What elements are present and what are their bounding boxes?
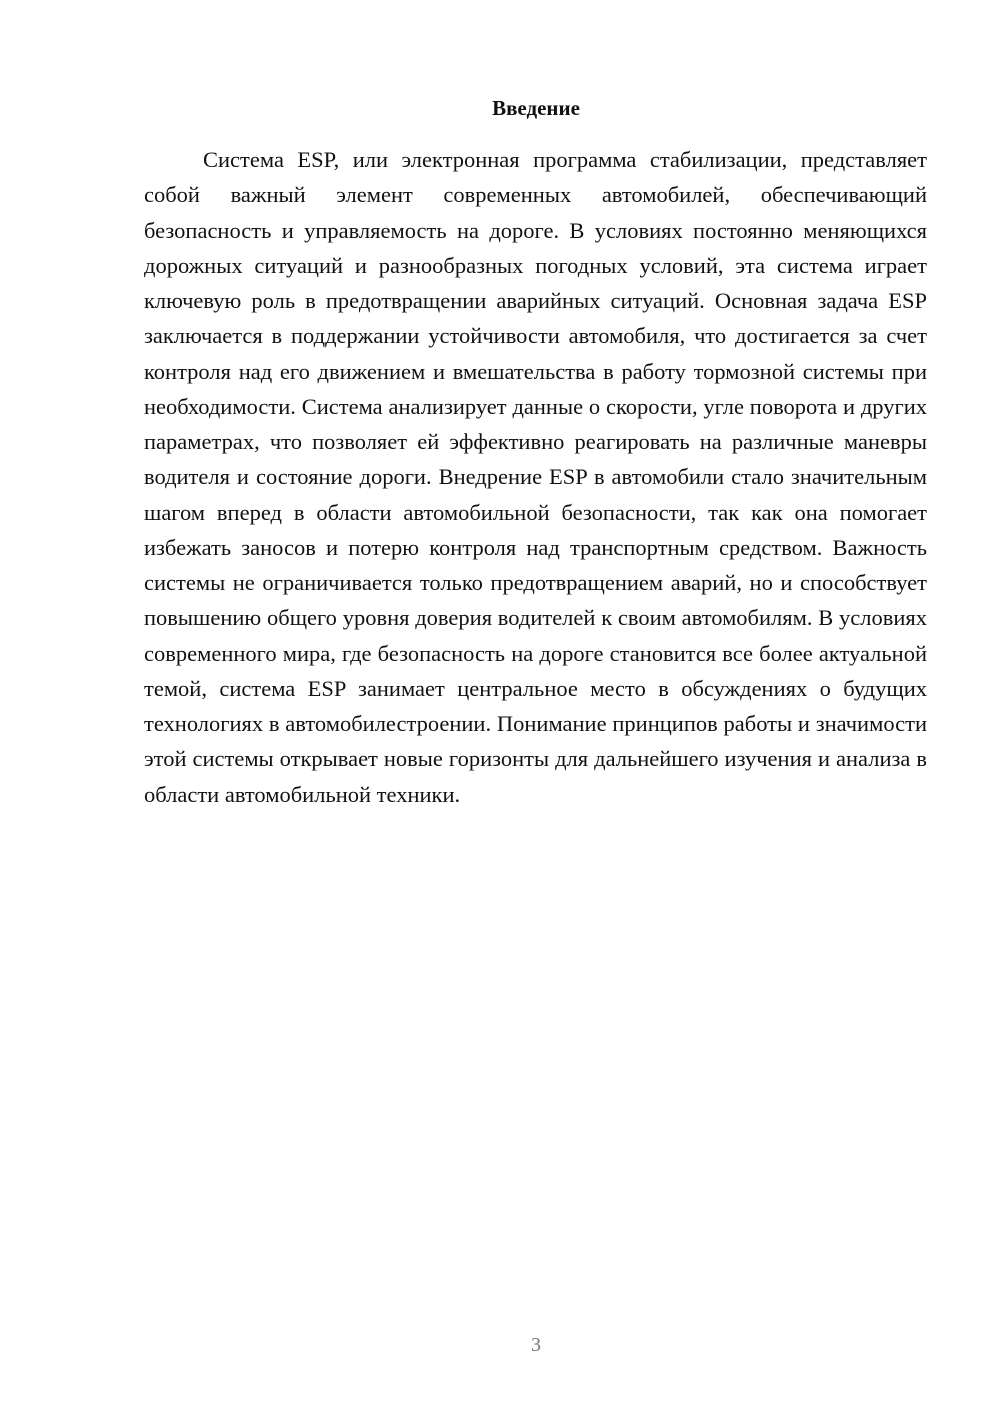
- page-number: 3: [531, 1334, 541, 1356]
- section-heading: Введение: [492, 96, 580, 120]
- body-paragraph: Система ESP, или электронная программа стабилизации, представляет собой важный элемент современных автомобилей, обеспечивающий безопасность и управляемость на дороге. В условиях постоянно меняющихся дорожных ситуаций и разнообразных погодных условий, эта система играет ключевую роль в предотвращении аварийных ситуаций. Основная задача ESP заключается в поддержании устойчивости автомобиля, что достигается за счет контроля над его движением и вмешательства в работу тормозной системы при необходимости. Система анализирует данные о скорости, угле поворота и других параметрах, что позволяет ей эффективно реагировать на различные маневры водителя и состояние дороги. Внедрение ESP в автомобили стало значительным шагом вперед в области автомобильной безопасности, так как она помогает избежать заносов и потерю контроля над транспортным средством. Важность системы не ограничивается только предотвращением аварий, но и способствует повышению общего уровня доверия водителей к своим автомобилям. В условиях современного мира, где безопасность на дороге становится все более актуальной темой, система ESP занимает центральное место в обсуждениях о будущих технологиях в автомобилестроении. Понимание принципов работы и значимости этой системы открывает новые горизонты для дальнейшего изучения и анализа в области автомобильной техники.: [144, 147, 927, 807]
